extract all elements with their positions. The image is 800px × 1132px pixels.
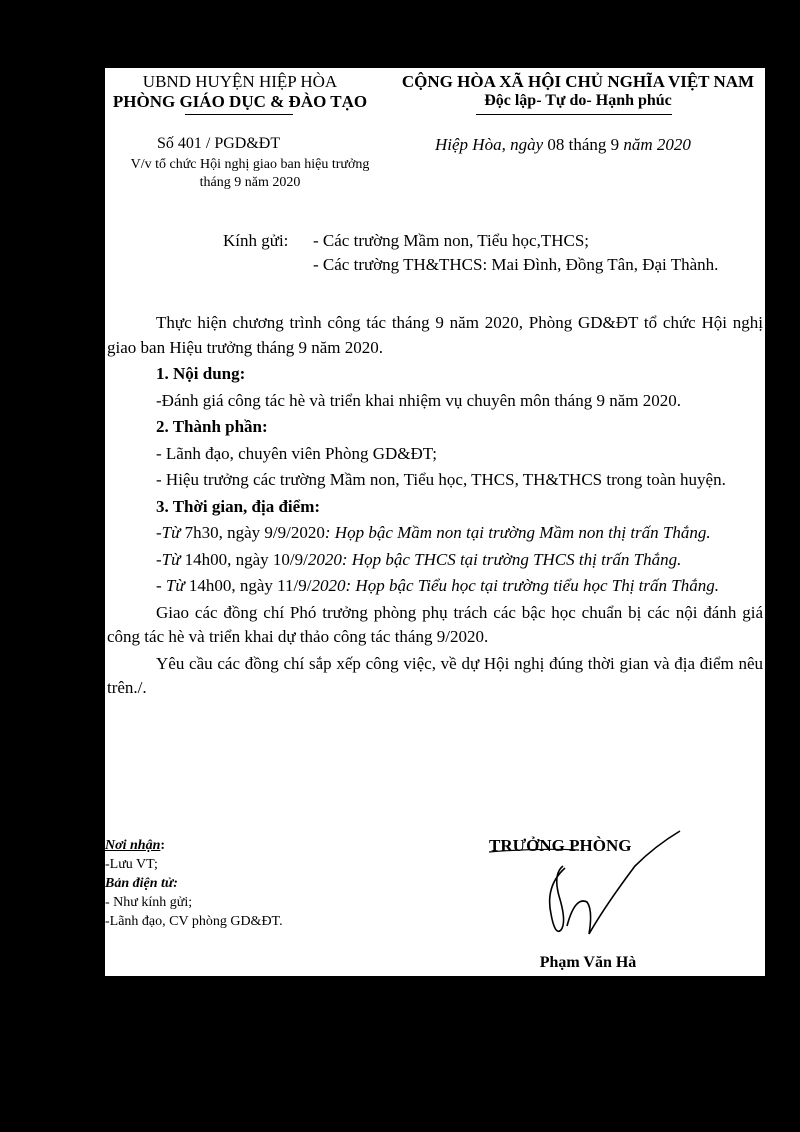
- s3-item2-desc: 2020: Họp bậc THCS tại trường THCS thị trấn Thắng.: [307, 549, 682, 569]
- section1-title: 1. Nội dung:: [156, 364, 246, 383]
- section3-item1: [107, 521, 763, 546]
- section2-item1: - Lãnh đạo, chuyên viên Phòng GD&ĐT;: [156, 443, 437, 463]
- org-line2: PHÒNG GIÁO DỤC & ĐÀO TẠO: [112, 92, 368, 111]
- recipients-line2: - Các trường TH&THCS: Mai Đình, Đồng Tân, Đại Thành.: [313, 255, 719, 274]
- section1-text: -Đánh giá công tác hè và triển khai nhiệm vụ chuyên môn tháng 9 năm 2020.: [156, 390, 681, 410]
- recipients-label: Kính gửi:: [223, 231, 289, 250]
- ban-dien-tu-heading: Bản điện tử:: [105, 876, 178, 891]
- s3-item2-time: 14h00, ngày 10/9/: [184, 549, 308, 569]
- noi-nhan-heading: [105, 836, 283, 855]
- section2-title: 2. Thành phần:: [156, 417, 268, 436]
- document-date: [435, 135, 691, 155]
- recipients-line1: - Các trường Mầm non, Tiểu học,THCS;: [313, 231, 590, 250]
- signer-title: TRƯỞNG PHÒNG: [489, 836, 632, 855]
- document-subject: V/v tổ chức Hội nghị giao ban hiệu trưởng tháng 9 năm 2020: [130, 157, 370, 190]
- nation-line2: Độc lập- Tự do- Hạnh phúc: [484, 92, 672, 109]
- document-page: [105, 68, 765, 976]
- recipients-footer: [105, 836, 283, 931]
- intro-paragraph: Thực hiện chương trình công tác tháng 9 năm 2020, Phòng GD&ĐT tổ chức Hội nghị giao ban Hiệu trưởng tháng 9 năm 2020.: [107, 313, 763, 357]
- s3-item3-prefix: - Từ: [156, 576, 189, 595]
- date-place: Hiệp Hòa, ngày: [435, 135, 544, 154]
- s3-item3-time: 14h00, ngày 11/9/: [188, 576, 312, 595]
- document-body: [107, 311, 763, 701]
- document-number: Số 401 / PGD&ĐT: [157, 135, 281, 152]
- date-year: năm 2020: [623, 135, 691, 154]
- signer-name: Phạm Văn Hà: [539, 954, 637, 971]
- bdt-item2: -Lãnh đạo, CV phòng GD&ĐT.: [105, 914, 283, 929]
- section3-item2: [107, 548, 763, 573]
- assign-paragraph: Giao các đồng chí Phó trưởng phòng phụ trách các bậc học chuẩn bị các nội đánh giá công tác hè và triển khai dự thảo công tác tháng 9/2020.: [107, 602, 763, 646]
- nation-line1: CỘNG HÒA XÃ HỘI CHỦ NGHĨA VIỆT NAM: [401, 72, 755, 91]
- s3-item2-prefix: -Từ: [156, 549, 185, 569]
- org-line1: UBND HUYỆN HIỆP HÒA: [142, 72, 338, 91]
- s3-item1-time: 7h30, ngày 9/9/2020: [184, 523, 325, 542]
- date-day: 08 tháng 9: [543, 135, 624, 154]
- nation-underline: [476, 114, 672, 115]
- org-underline: [185, 114, 293, 115]
- bdt-item1: - Như kính gửi;: [105, 895, 193, 910]
- nn-item1: -Lưu VT;: [105, 857, 158, 872]
- s3-item1-desc: : Họp bậc Mầm non tại trường Mầm non thị trấn Thắng.: [324, 523, 711, 542]
- s3-item1-prefix: -Từ: [156, 523, 185, 542]
- section3-item3: [107, 574, 763, 599]
- section3-title: 3. Thời gian, địa điểm:: [156, 496, 321, 516]
- signature-image: [475, 826, 695, 951]
- noi-nhan-colon: :: [160, 838, 166, 853]
- section2-item2: - Hiệu trưởng các trường Mầm non, Tiểu học, THCS, TH&THCS trong toàn huyện.: [156, 470, 726, 489]
- noi-nhan-label: Nơi nhận: [105, 838, 161, 853]
- request-paragraph: Yêu cầu các đồng chí sắp xếp công việc, về dự Hội nghị đúng thời gian và địa điểm nêu trên./.: [107, 653, 763, 697]
- s3-item3-desc: 2020: Họp bậc Tiểu học tại trường tiểu học Thị trấn Thắng.: [311, 576, 719, 595]
